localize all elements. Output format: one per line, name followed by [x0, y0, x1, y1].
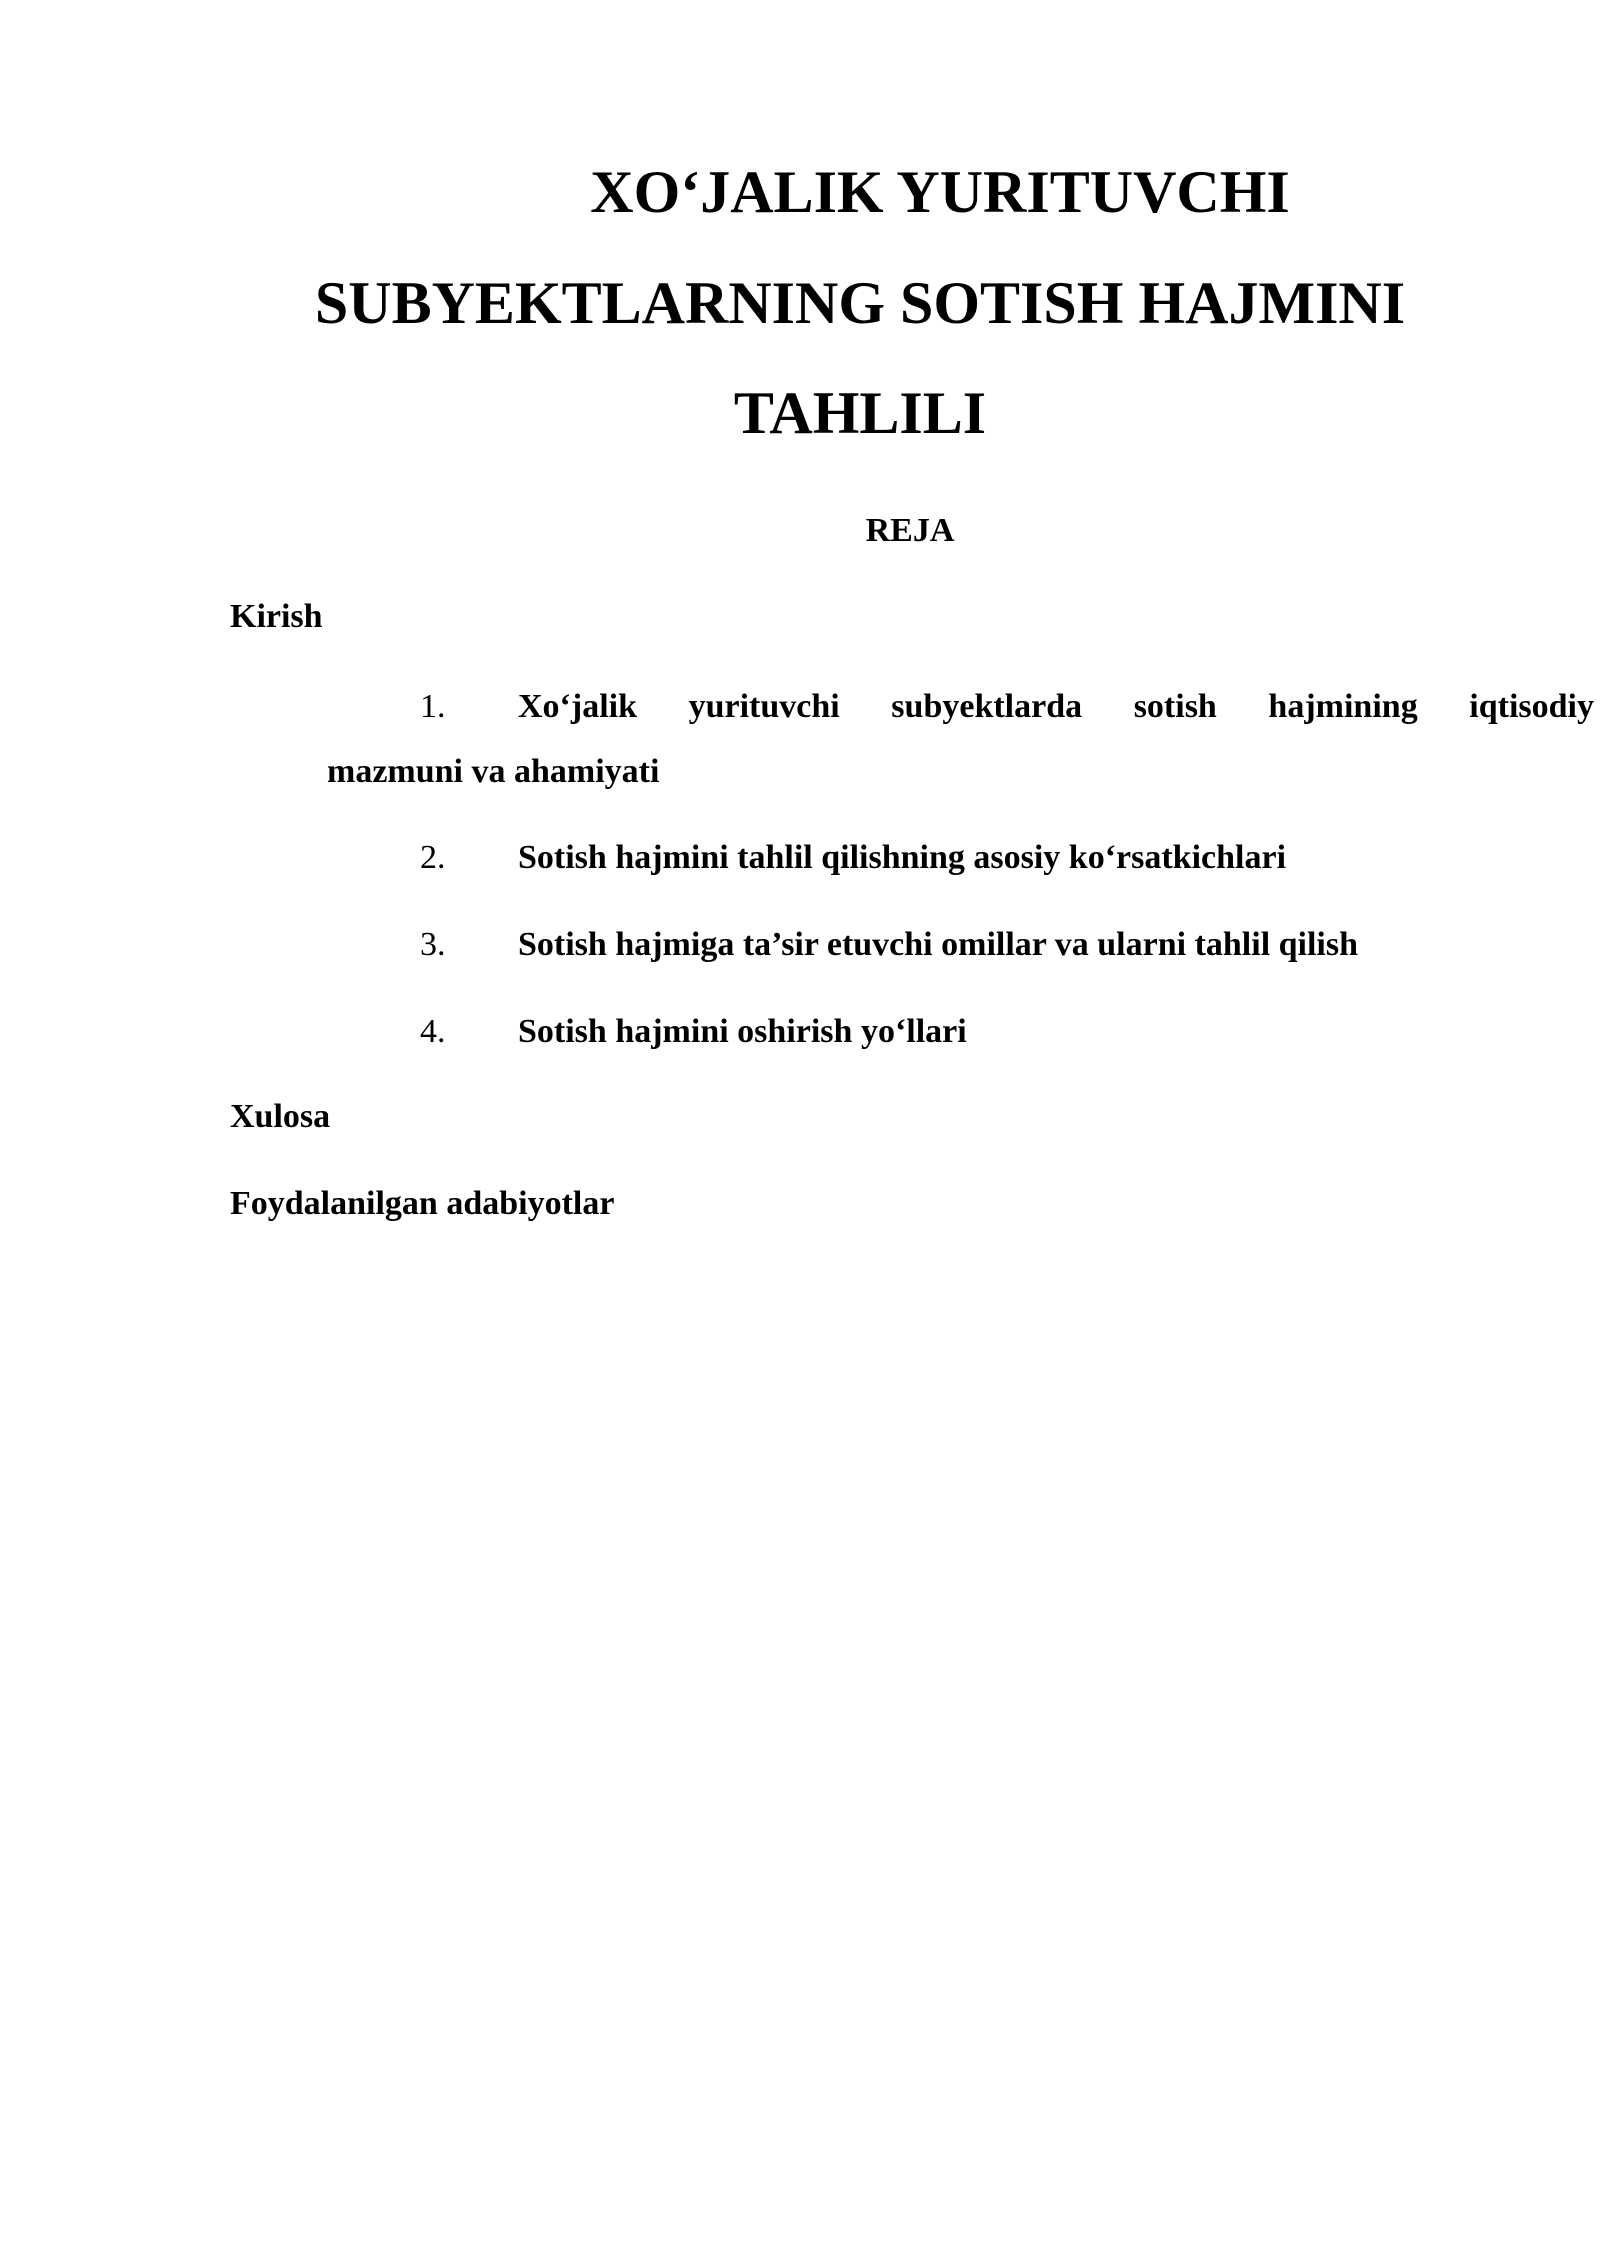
plan-item-text: Sotish hajmini tahlil qilishning asosiy ko‘rsatkichlari	[518, 839, 1287, 876]
plan-item-number: 4.	[420, 1013, 446, 1050]
references-heading: Foydalanilgan adabiyotlar	[230, 1185, 615, 1222]
document-title-line-1: XO‘JALIK YURITUVCHI	[590, 159, 1290, 225]
conclusion-heading: Xulosa	[230, 1098, 331, 1135]
plan-item-1-continuation: mazmuni va ahamiyati	[327, 753, 660, 790]
document-title-line-3: TAHLILI	[733, 380, 987, 446]
document-title-line-2: SUBYEKTLARNING SOTISH HAJMINI	[314, 270, 1406, 336]
plan-item-number: 3.	[420, 926, 446, 963]
plan-heading: REJA	[865, 512, 955, 549]
plan-item-number: 1.	[420, 688, 446, 725]
plan-item-number: 2.	[420, 839, 446, 876]
plan-item-text: Xo‘jalik yurituvchi subyektlarda sotish hajmining iqtisodiy	[518, 688, 1594, 725]
intro-heading: Kirish	[230, 598, 323, 635]
plan-item-text: Sotish hajmini oshirish yo‘llari	[518, 1013, 967, 1050]
plan-item-text: Sotish hajmiga ta’sir etuvchi omillar va ularni tahlil qilish	[518, 926, 1359, 963]
